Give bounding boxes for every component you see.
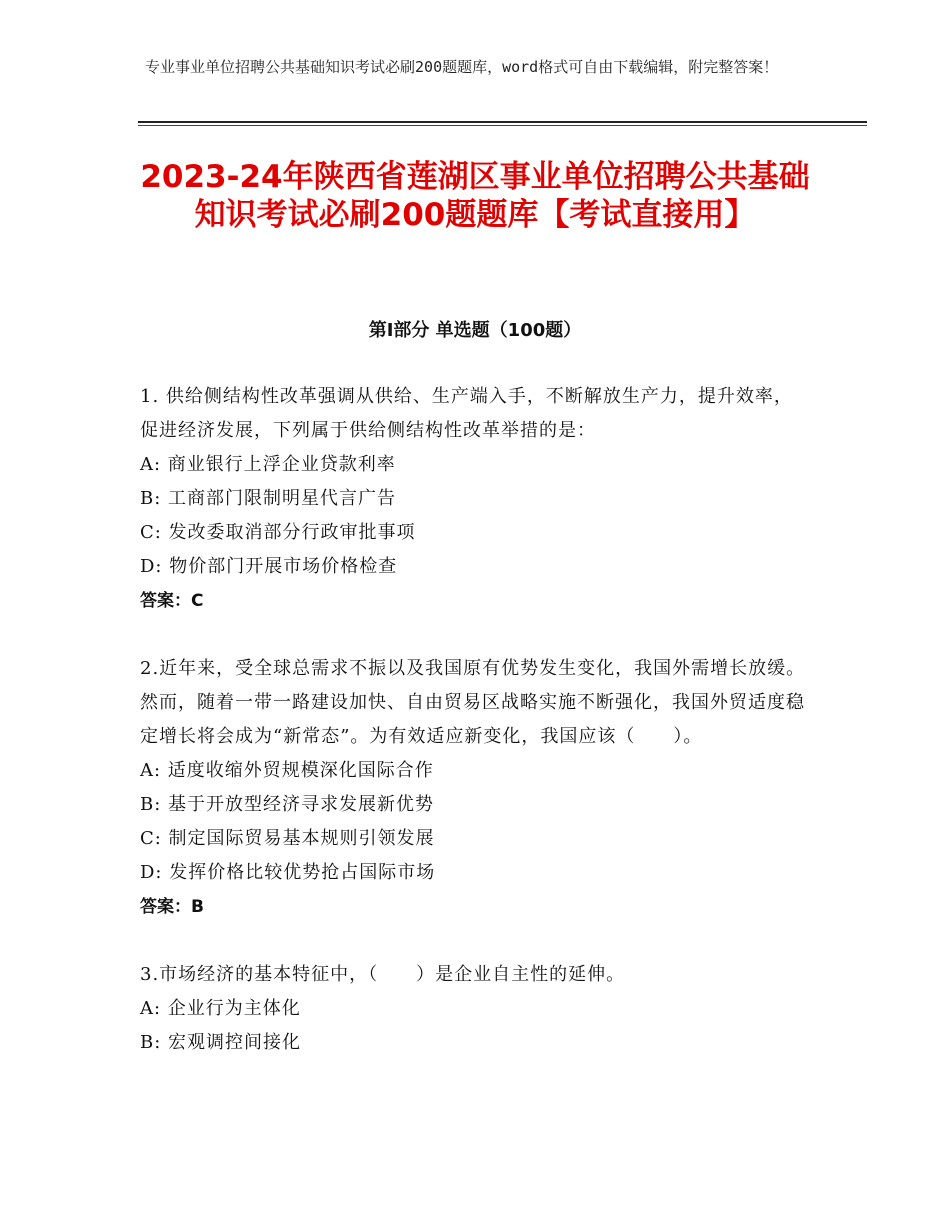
option-d: D: 发挥价格比较优势抢占国际市场 [140, 862, 436, 883]
option-a: A: 企业行为主体化 [140, 998, 301, 1019]
header-note: 专业事业单位招聘公共基础知识考试必刷200题题库，word格式可自由下载编辑，附完整答案！ [145, 58, 779, 76]
section-heading: 第Ⅰ部分 单选题（100题） [368, 320, 582, 341]
option-a: A: 适度收缩外贸规模深化国际合作 [140, 760, 434, 781]
option-b: B: 基于开放型经济寻求发展新优势 [140, 794, 435, 815]
question-1 [140, 380, 810, 618]
document-title: 2023-24年陕西省莲湖区事业单位招聘公共基础知识考试必刷200题题库【考试直接用】 [140, 159, 810, 233]
option-c: C: 发改委取消部分行政审批事项 [140, 522, 416, 543]
question-stem: 1. 供给侧结构性改革强调从供给、生产端入手，不断解放生产力，提升效率，促进经济发展，下列属于供给侧结构性改革举措的是： [140, 386, 793, 441]
option-a: A: 商业银行上浮企业贷款利率 [140, 454, 396, 475]
question-stem: 2.近年来，受全球总需求不振以及我国原有优势发生变化，我国外需增长放缓。然而，随着一带一路建设加快、自由贸易区战略实施不断强化，我国外贸适度稳定增长将会成为“新常态”。为有效适应新变化，我国应该（ ）。 [140, 658, 806, 747]
answer: 答案：C [140, 591, 204, 611]
question-2 [140, 652, 810, 924]
question-3 [140, 958, 810, 1060]
question-stem: 3.市场经济的基本特征中，（ ）是企业自主性的延伸。 [140, 964, 626, 985]
answer: 答案：B [140, 897, 204, 917]
header-divider [138, 121, 867, 123]
option-b: B: 工商部门限制明星代言广告 [140, 488, 397, 509]
option-b: B: 宏观调控间接化 [140, 1032, 302, 1053]
option-c: C: 制定国际贸易基本规则引领发展 [140, 828, 435, 849]
option-d: D: 物价部门开展市场价格检查 [140, 556, 398, 577]
header-divider-thin [138, 125, 867, 126]
question-list [140, 380, 810, 1094]
